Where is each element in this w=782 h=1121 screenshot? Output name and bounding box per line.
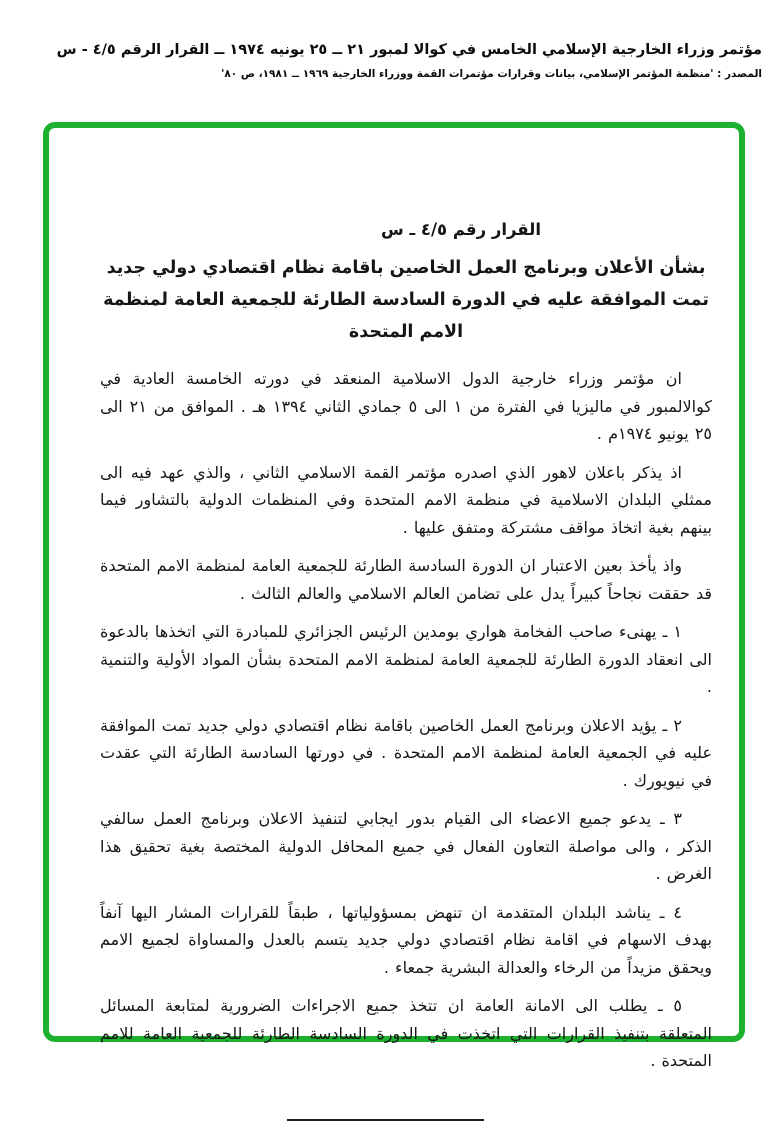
operative-item-2: ٢ ـ يؤيد الاعلان وبرنامج العمل الخاصين باقامة نظام اقتصادي دولي جديد تمت الموافقة عليه في الجمعية العامة لمنظمة الامم المتحدة . في دورتها السادسة الطارئة التي عقدت في نيويورك . xyxy=(100,715,712,790)
resolution-number: القرار رقم ٤/٥ ـ س xyxy=(381,220,541,239)
operative-item-4: ٤ ـ يناشد البلدان المتقدمة ان تنهض بمسؤولياتها ، طبقاً للقرارات المشار اليها آنفاً بهدف الاسهام في اقامة نظام اقتصادي دولي جديد يتسم بالعدل والمساواة لجميع الامم ويحقق مزيداً من الرخاء والعدالة البشرية جمعاء . xyxy=(100,902,712,977)
signature-divider xyxy=(287,1119,484,1121)
resolution-title xyxy=(100,252,712,348)
operative-item-5: ٥ ـ يطلب الى الامانة العامة ان تتخذ جميع الاجراءات الضرورية لمتابعة المسائل المتعلقة بتنفيذ القرارات التي اتخذت في الدورة السادسة الطارئة للجمعية العامة للامم المتحدة . xyxy=(100,996,712,1070)
citation-header xyxy=(20,40,762,82)
source-line: المصدر : 'منظمة المؤتمر الإسلامي، بيانات وقرارات مؤتمرات القمة ووزراء الخارجية ١٩٦٩ ــ ١٩٨١، ص ٨٠' xyxy=(221,68,762,80)
preamble-paragraph: واذ يأخذ بعين الاعتبار ان الدورة السادسة الطارئة للجمعية العامة لمنظمة الامم المتحدة قد حققت نجاحاً كبيراً يدل على تضامن العالم الاسلامي والعالم الثالث . xyxy=(100,556,712,603)
citation-line: مؤتمر وزراء الخارجية الإسلامي الخامس في كوالا لمبور ٢١ ــ ٢٥ يونيه ١٩٧٤ ــ القرار الرقم ٤/٥ - س xyxy=(56,42,762,58)
resolution-title-line2: تمت الموافقة عليه في الدورة السادسة الطارئة للجمعية العامة لمنظمة الامم المتحدة xyxy=(103,290,709,342)
preamble-paragraph: اذ يذكر باعلان لاهور الذي اصدره مؤتمر القمة الاسلامي الثاني ، والذي عهد فيه الى ممثلي البلدان الاسلامية في منظمة الامم المتحدة وفي المنظمات الدولية بالتشاور فيما بينهم بغية اتخاذ مواقف مشتركة ومتفق عليها . xyxy=(100,462,712,537)
operative-item-1: ١ ـ يهنىء صاحب الفخامة هواري بومدين الرئيس الجزائري للمبادرة التي اتخذها بالدعوة الى انعقاد الدورة الطارئة للجمعية العامة لمنظمة الامم المتحدة بشأن المواد الأولية والتنمية . xyxy=(100,622,712,696)
resolution-document xyxy=(100,220,712,1121)
preamble-paragraph: ان مؤتمر وزراء خارجية الدول الاسلامية المنعقد في دورته الخامسة العادية في كوالالمبور في ماليزيا في الفترة من ١ الى ٥ جمادي الثاني ١٣٩٤ هـ . الموافق من ٢١ الى ٢٥ يونيو ١٩٧٤م . xyxy=(100,369,712,443)
resolution-title-line1: بشأن الأعلان وبرنامج العمل الخاصين باقامة نظام اقتصادي دولي جديد xyxy=(106,258,706,278)
operative-item-3: ٣ ـ يدعو جميع الاعضاء الى القيام بدور ايجابي لتنفيذ الاعلان وبرنامج العمل سالفي الذكر ، والى مواصلة التعاون الفعال في جميع المحافل الدولية المختصة بغية تحقيق هذا الغرض . xyxy=(100,809,712,883)
